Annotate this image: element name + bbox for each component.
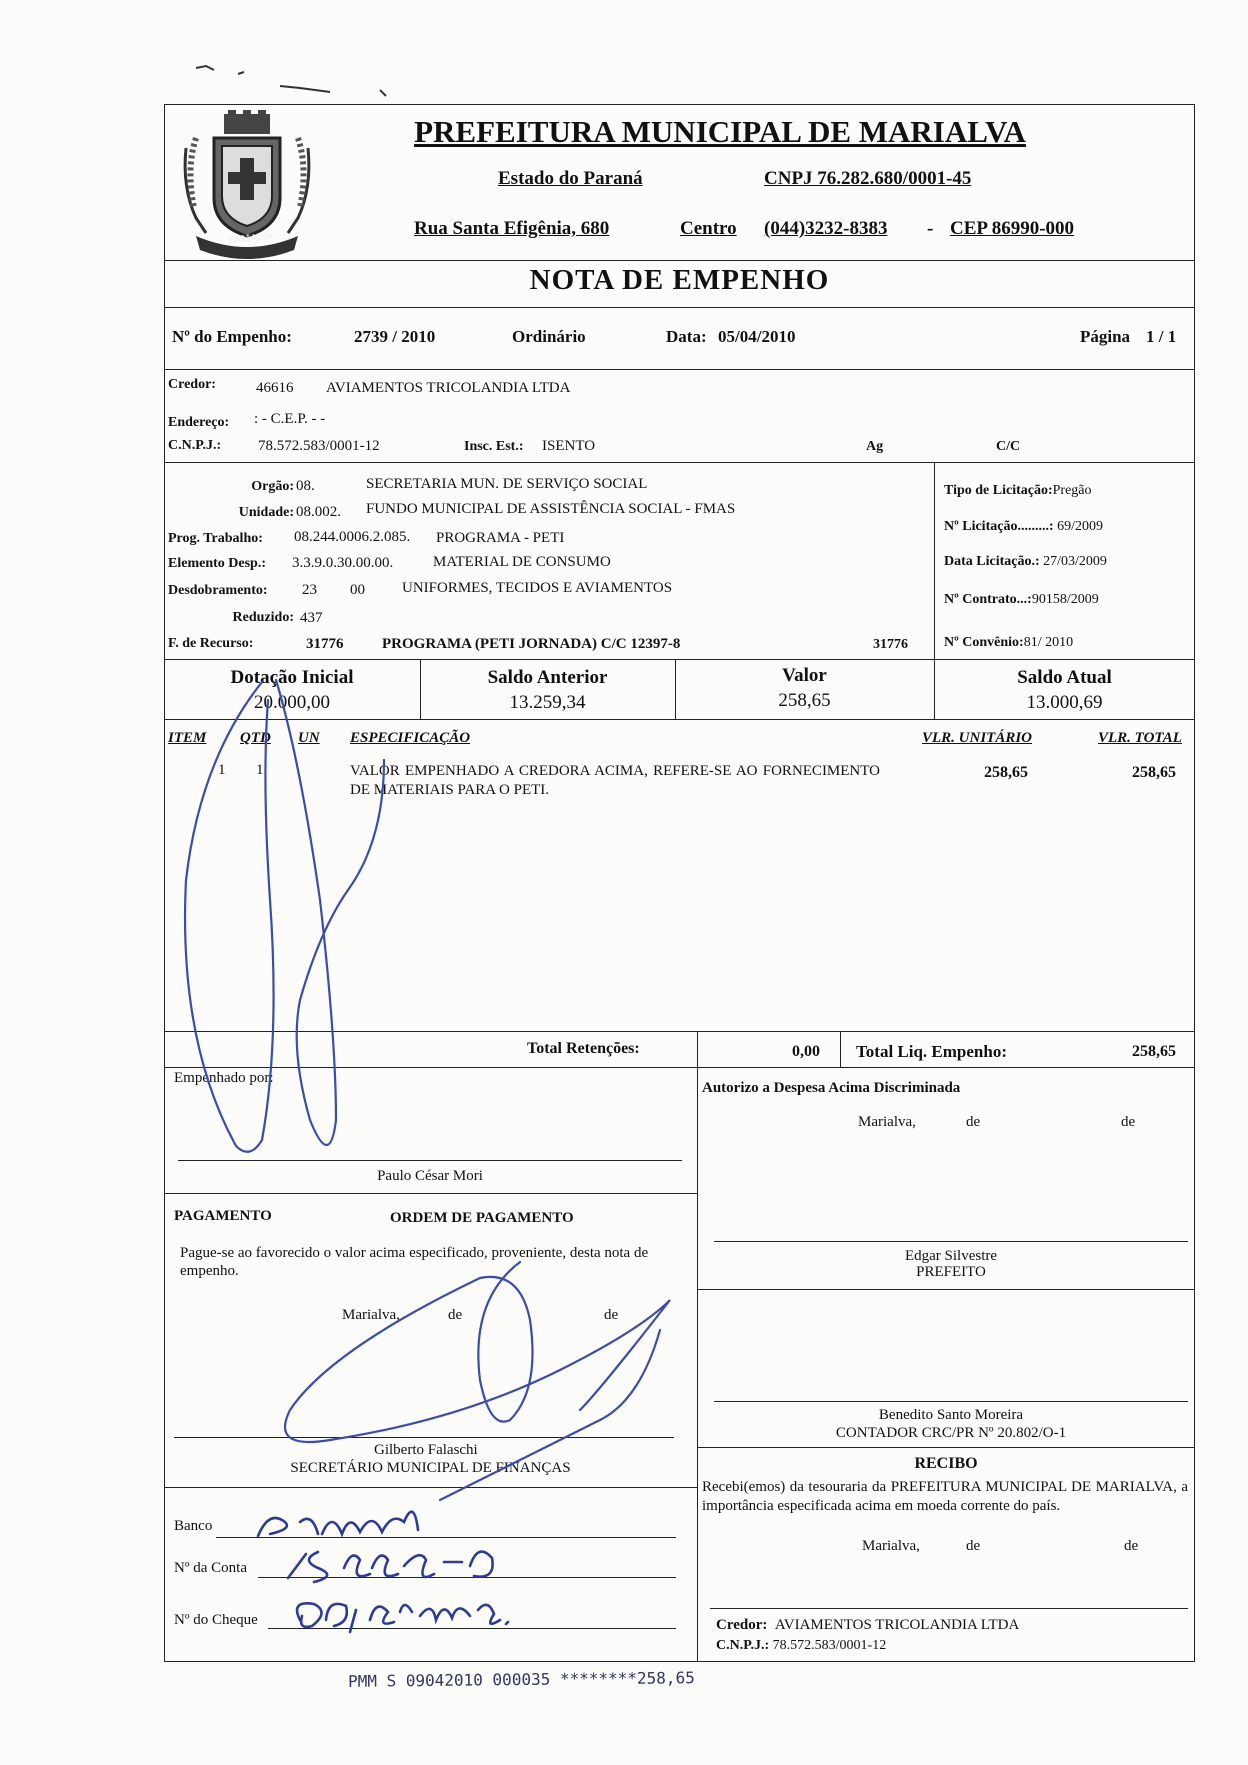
header-district: Centro — [680, 218, 737, 239]
empenho-number-label: Nº do Empenho: — [172, 327, 292, 346]
total-retencoes-value: 0,00 — [792, 1043, 820, 1060]
recibo-de2: de — [1124, 1538, 1139, 1554]
header-state: Estado do Paraná — [498, 168, 643, 189]
credor-cc-label: C/C — [996, 439, 1021, 454]
empenho-type: Ordinário — [512, 327, 586, 346]
licitacao-contrato-label: Nº Contrato...: — [944, 592, 1032, 607]
desdobramento-code: 23 — [302, 582, 317, 598]
credor-address-label: Endereço: — [168, 415, 230, 430]
col-especificacao-header: ESPECIFICAÇÃO — [350, 730, 471, 746]
credor-cnpj-label: C.N.P.J.: — [168, 438, 222, 453]
credor-ie-label: Insc. Est.: — [464, 439, 524, 454]
signature-line — [174, 1437, 674, 1438]
col-unit-header: VLR. UNITÁRIO — [922, 730, 1033, 746]
licitacao-contrato-value: 90158/2009 — [1031, 592, 1099, 607]
item-description: VALOR EMPENHADO A CREDORA ACIMA, REFERE-SE AO FORNECIMENTO DE MATERIAIS PARA O PETI. — [350, 763, 880, 798]
contador-name: Benedito Santo Moreira — [878, 1407, 1024, 1423]
recibo-city: Marialva, — [862, 1538, 920, 1554]
desdobramento-code2: 00 — [350, 582, 365, 598]
divider — [934, 462, 935, 660]
financas-role: SECRETÁRIO MUNICIPAL DE FINANÇAS — [290, 1460, 571, 1476]
total-retencoes-label: Total Retenções: — [527, 1040, 640, 1057]
coat-of-arms-logo — [176, 108, 318, 260]
autorizo-label: Autorizo a Despesa Acima Discriminada — [702, 1080, 961, 1096]
divider — [697, 1067, 698, 1662]
divider — [164, 719, 1195, 720]
ordem-pagamento-label: ORDEM DE PAGAMENTO — [390, 1210, 574, 1226]
empenhado-signer: Paulo César Mori — [377, 1168, 483, 1184]
licitacao-data-label: Data Licitação.: — [944, 554, 1040, 569]
banco-label: Banco — [174, 1518, 213, 1534]
divider — [164, 260, 1195, 261]
orgao-code: 08. — [296, 478, 315, 494]
dotacao-inicial-value: 20.000,00 — [254, 692, 330, 713]
pagamento-de1: de — [448, 1307, 463, 1323]
saldo-anterior-label: Saldo Anterior — [487, 667, 608, 688]
valor-label: Valor — [782, 665, 827, 686]
divider — [164, 659, 1195, 660]
total-liquido-label: Total Liq. Empenho: — [856, 1042, 1007, 1061]
recurso-code: 31776 — [306, 636, 344, 652]
recibo-title: RECIBO — [914, 1455, 978, 1472]
unidade-code: 08.002. — [296, 504, 341, 520]
prog-desc: PROGRAMA - PETI — [436, 530, 565, 546]
prog-code: 08.244.0006.2.085. — [294, 529, 411, 545]
credor-label: Credor: — [168, 377, 216, 392]
divider — [840, 1031, 841, 1067]
credor-code: 46616 — [256, 380, 294, 396]
valor-value: 258,65 — [778, 690, 831, 711]
header-address: Rua Santa Efigênia, 680 — [414, 218, 610, 239]
total-liquido-value: 258,65 — [1132, 1043, 1176, 1060]
licitacao-tipo-label: Tipo de Licitação: — [944, 483, 1053, 498]
licitacao-tipo — [944, 483, 1092, 499]
page-title: PREFEITURA MUNICIPAL DE MARIALVA — [414, 114, 1026, 149]
prog-label: Prog. Trabalho: — [168, 531, 263, 546]
col-item-header: ITEM — [168, 730, 207, 746]
dotacao-inicial-label: Dotação Inicial — [230, 667, 354, 688]
divider — [164, 1031, 1195, 1032]
licitacao-data-value: 27/03/2009 — [1043, 554, 1107, 569]
empenho-number: 2739 / 2010 — [354, 327, 436, 346]
empenho-date-label: Data: — [666, 327, 707, 346]
divider — [164, 1487, 697, 1488]
col-total-header: VLR. TOTAL — [1098, 730, 1182, 746]
licitacao-numero-label: Nº Licitação.........: — [944, 519, 1054, 534]
cheque-line — [268, 1628, 676, 1629]
divider — [164, 1193, 697, 1194]
col-qtd-header: QTD — [240, 730, 271, 746]
recibo-text: Recebi(emos) da tesouraria da PREFEITURA MUNICIPAL DE MARIALVA, a importância especificada acima em moeda corrente do país. — [702, 1479, 1188, 1514]
signature-line — [710, 1608, 1188, 1609]
page-label: Página — [1080, 327, 1131, 346]
prefeito-name: Edgar Silvestre — [904, 1248, 998, 1264]
divider — [697, 1447, 1195, 1448]
pagamento-label: PAGAMENTO — [174, 1208, 272, 1224]
licitacao-convenio-value: 81/ 2010 — [1023, 635, 1074, 650]
credor-name: AVIAMENTOS TRICOLANDIA LTDA — [326, 380, 571, 396]
header-cnpj: CNPJ 76.282.680/0001-45 — [764, 168, 972, 189]
licitacao-numero — [944, 519, 1103, 535]
recibo-credor-value: AVIAMENTOS TRICOLANDIA LTDA — [774, 1617, 1020, 1633]
cheque-label: Nº do Cheque — [174, 1612, 258, 1628]
divider — [164, 1067, 1195, 1068]
empenho-date: 05/04/2010 — [718, 327, 796, 346]
item-unit-value: 258,65 — [984, 764, 1028, 781]
item-qtd: 1 — [256, 762, 264, 778]
signature-line — [714, 1241, 1188, 1242]
prefeito-role: PREFEITO — [916, 1264, 986, 1280]
recurso-desc: PROGRAMA (PETI JORNADA) C/C 12397-8 — [382, 636, 681, 652]
divider — [697, 1031, 698, 1067]
autorizo-city: Marialva, — [858, 1114, 916, 1130]
top-scribble — [196, 66, 386, 96]
pagamento-de2: de — [604, 1307, 619, 1323]
conta-line — [258, 1577, 676, 1578]
item-total-value: 258,65 — [1132, 764, 1176, 781]
saldo-atual-value: 13.000,69 — [1026, 692, 1103, 713]
orgao-desc: SECRETARIA MUN. DE SERVIÇO SOCIAL — [366, 476, 648, 492]
signature-line — [178, 1160, 682, 1161]
conta-label: Nº da Conta — [174, 1560, 247, 1576]
saldo-atual-label: Saldo Atual — [1017, 667, 1112, 688]
page-number: 1 / 1 — [1146, 327, 1177, 346]
divider — [697, 1289, 1195, 1290]
financas-signer: Gilberto Falaschi — [374, 1442, 478, 1458]
empenhado-por-label: Empenhado por: — [174, 1070, 274, 1086]
divider — [164, 307, 1195, 308]
unidade-label: Unidade: — [238, 505, 294, 520]
pagamento-city: Marialva, — [342, 1307, 400, 1323]
credor-address: : - C.E.P. - - — [254, 411, 326, 427]
licitacao-convenio — [944, 635, 1073, 651]
header-cep: CEP 86990-000 — [950, 218, 1075, 239]
desdobramento-desc: UNIFORMES, TECIDOS E AVIAMENTOS — [402, 580, 673, 596]
document-title: NOTA DE EMPENHO — [529, 264, 830, 296]
recibo-de1: de — [966, 1538, 981, 1554]
divider — [164, 462, 1195, 463]
licitacao-contrato — [944, 592, 1099, 608]
recurso-code2: 31776 — [873, 637, 908, 652]
pagamento-text: Pague-se ao favorecido o valor acima especificado, proveniente, desta nota de empenho. — [180, 1245, 649, 1279]
item-number: 1 — [218, 762, 226, 778]
licitacao-data — [944, 554, 1107, 570]
licitacao-convenio-label: Nº Convênio: — [944, 635, 1024, 650]
licitacao-tipo-value: Pregão — [1052, 483, 1092, 498]
banco-line — [216, 1537, 676, 1538]
coat-of-arms-banner-text: MARIALVA — [228, 231, 274, 247]
autorizo-de2: de — [1121, 1114, 1136, 1130]
reduzido-label: Reduzido: — [232, 610, 294, 625]
recurso-label: F. de Recurso: — [168, 636, 254, 651]
elemento-desc: MATERIAL DE CONSUMO — [433, 554, 611, 570]
recibo-credor-label: Credor: — [716, 1617, 768, 1633]
recibo-credor — [716, 1617, 1019, 1634]
licitacao-numero-value: 69/2009 — [1057, 519, 1103, 534]
credor-cnpj: 78.572.583/0001-12 — [258, 438, 380, 454]
recibo-cnpj-label: C.N.P.J.: — [716, 1638, 770, 1653]
autorizo-de1: de — [966, 1114, 981, 1130]
divider — [164, 369, 1195, 370]
unidade-desc: FUNDO MUNICIPAL DE ASSISTÊNCIA SOCIAL - FMAS — [366, 501, 736, 517]
payment-stamp: PMM S 09042010 000035 ********258,65 — [347, 1668, 695, 1691]
orgao-label: Orgão: — [251, 479, 294, 494]
header-phone: (044)3232-8383 — [764, 218, 888, 239]
elemento-code: 3.3.9.0.30.00.00. — [292, 555, 394, 571]
col-un-header: UN — [298, 730, 320, 746]
recibo-cnpj — [716, 1638, 886, 1654]
saldo-anterior-value: 13.259,34 — [509, 692, 586, 713]
signature-line — [714, 1401, 1188, 1402]
header-separator: - — [927, 218, 934, 239]
desdobramento-label: Desdobramento: — [168, 583, 268, 598]
credor-ag-label: Ag — [866, 439, 884, 454]
contador-role: CONTADOR CRC/PR Nº 20.802/O-1 — [835, 1425, 1067, 1441]
reduzido-value: 437 — [300, 610, 323, 626]
elemento-label: Elemento Desp.: — [168, 556, 266, 571]
recibo-cnpj-value: 78.572.583/0001-12 — [772, 1638, 887, 1653]
credor-ie: ISENTO — [542, 438, 596, 454]
